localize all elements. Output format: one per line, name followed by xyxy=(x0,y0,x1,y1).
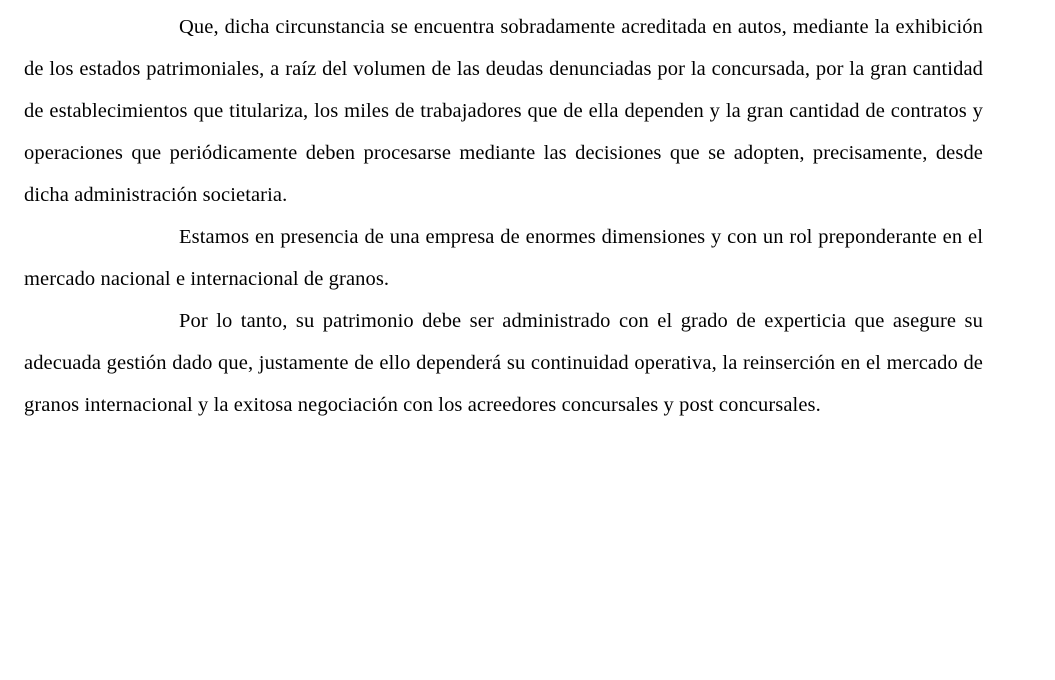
paragraph-1: Que, dicha circunstancia se encuentra sobradamente acreditada en autos, mediante la exhibición de los estados patrimoniales, a raíz del volumen de las deudas denunciadas por la concursada, por la gran cantidad de establecimientos que titulariza, los miles de trabajadores que de ella dependen y la gran cantidad de contratos y operaciones que periódicamente deben procesarse mediante las decisiones que se adopten, precisamente, desde dicha administración societaria. xyxy=(24,16,983,206)
paragraph-3: Por lo tanto, su patrimonio debe ser administrado con el grado de experticia que asegure su adecuada gestión dado que, justamente de ello dependerá su continuidad operativa, la reinserción en el mercado de granos internacional y la exitosa negociación con los acreedores concursales y post concursales. xyxy=(24,310,983,416)
document-body xyxy=(24,6,983,426)
paragraph-2: Estamos en presencia de una empresa de enormes dimensiones y con un rol preponderante en el mercado nacional e internacional de granos. xyxy=(24,226,983,290)
